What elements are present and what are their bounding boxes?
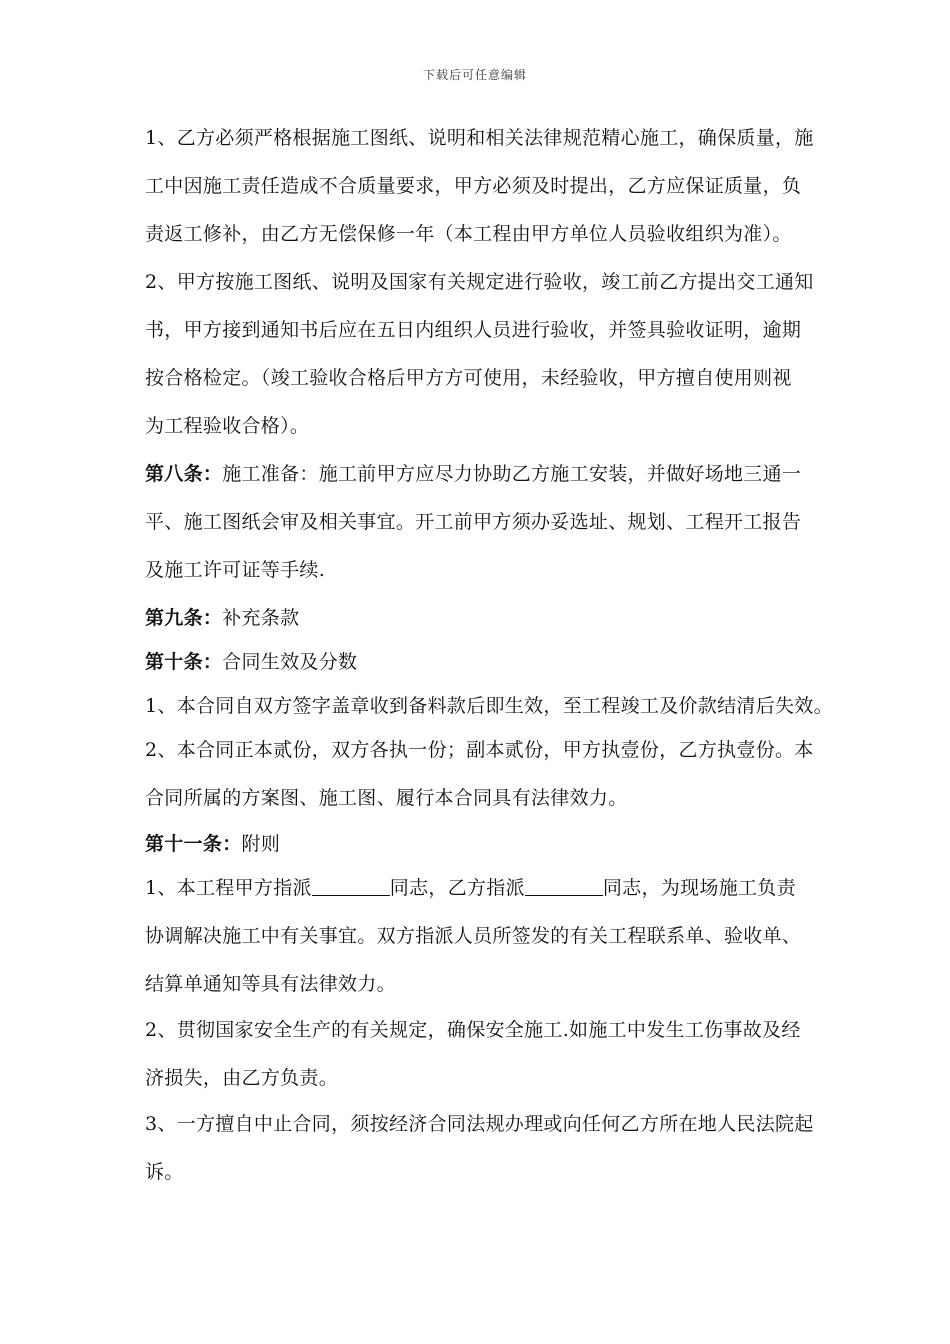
article-11-item-1-line <box>145 876 796 900</box>
blank-underline <box>312 877 390 896</box>
paragraph-line: 工中因施工责任造成不合质量要求，甲方必须及时提出，乙方应保证质量，负 <box>145 175 802 197</box>
article-8-text: 施工准备：施工前甲方应尽力协助乙方施工安装，并做好场地三通一 <box>222 463 802 485</box>
article-9-line <box>145 606 299 630</box>
paragraph-line: 2、贯彻国家安全生产的有关规定，确保安全施工.如施工中发生工伤事故及经 <box>145 1019 801 1041</box>
article-10-text: 合同生效及分数 <box>222 651 358 673</box>
blank-underline <box>525 877 603 896</box>
paragraph-line: 2、甲方按施工图纸、说明及国家有关规定进行验收，竣工前乙方提出交工通知 <box>145 271 814 293</box>
paragraph-line: 及施工许可证等手续. <box>145 559 326 581</box>
paragraph-line: 结算单通知等具有法律效力。 <box>145 973 396 995</box>
article-11-line <box>145 832 280 856</box>
item-text: 同志，乙方指派 <box>389 877 525 899</box>
article-10-line <box>145 650 357 674</box>
paragraph-line: 2、本合同正本贰份，双方各执一份；副本贰份，甲方执壹份，乙方执壹份。本 <box>145 739 814 761</box>
paragraph-line: 诉。 <box>145 1161 184 1183</box>
item-text: 1、本工程甲方指派 <box>145 877 312 899</box>
paragraph-line: 平、施工图纸会审及相关事宜。开工前甲方须办妥选址、规划、工程开工报告 <box>145 511 802 533</box>
paragraph-line: 济损失，由乙方负责。 <box>145 1067 339 1089</box>
article-9-label: 第九条： <box>145 607 223 629</box>
paragraph-line: 书，甲方接到通知书后应在五日内组织人员进行验收，并签具验收证明，逾期 <box>145 319 802 341</box>
paragraph-line: 为工程验收合格）。 <box>145 415 310 437</box>
paragraph-line: 1、乙方必须严格根据施工图纸、说明和相关法律规范精心施工，确保质量，施 <box>145 127 814 149</box>
paragraph-line: 按合格检定。（竣工验收合格后甲方方可使用，未经验收，甲方擅自使用则视 <box>145 367 792 389</box>
paragraph-line: 协调解决施工中有关事宜。双方指派人员所签发的有关工程联系单、验收单、 <box>145 925 802 947</box>
paragraph-line: 1、本合同自双方签字盖章收到备料款后即生效，至工程竣工及价款结清后失效。 <box>145 695 833 717</box>
page-header: 下载后可任意编辑 <box>422 68 527 82</box>
article-11-text: 附则 <box>241 833 281 855</box>
paragraph-line: 责返工修补，由乙方无偿保修一年（本工程由甲方单位人员验收组织为准）。 <box>145 223 792 245</box>
paragraph-line: 合同所属的方案图、施工图、履行本合同具有法律效力。 <box>145 787 628 809</box>
paragraph-line: 3、一方擅自中止合同，须按经济合同法规办理或向任何乙方所在地人民法院起 <box>145 1113 814 1135</box>
article-9-text: 补充条款 <box>222 607 300 629</box>
article-8-label: 第八条： <box>145 463 223 485</box>
article-10-label: 第十条： <box>145 651 223 673</box>
article-8-line <box>145 462 801 486</box>
item-text: 同志，为现场施工负责 <box>602 877 796 899</box>
article-11-label: 第十一条： <box>145 833 242 855</box>
